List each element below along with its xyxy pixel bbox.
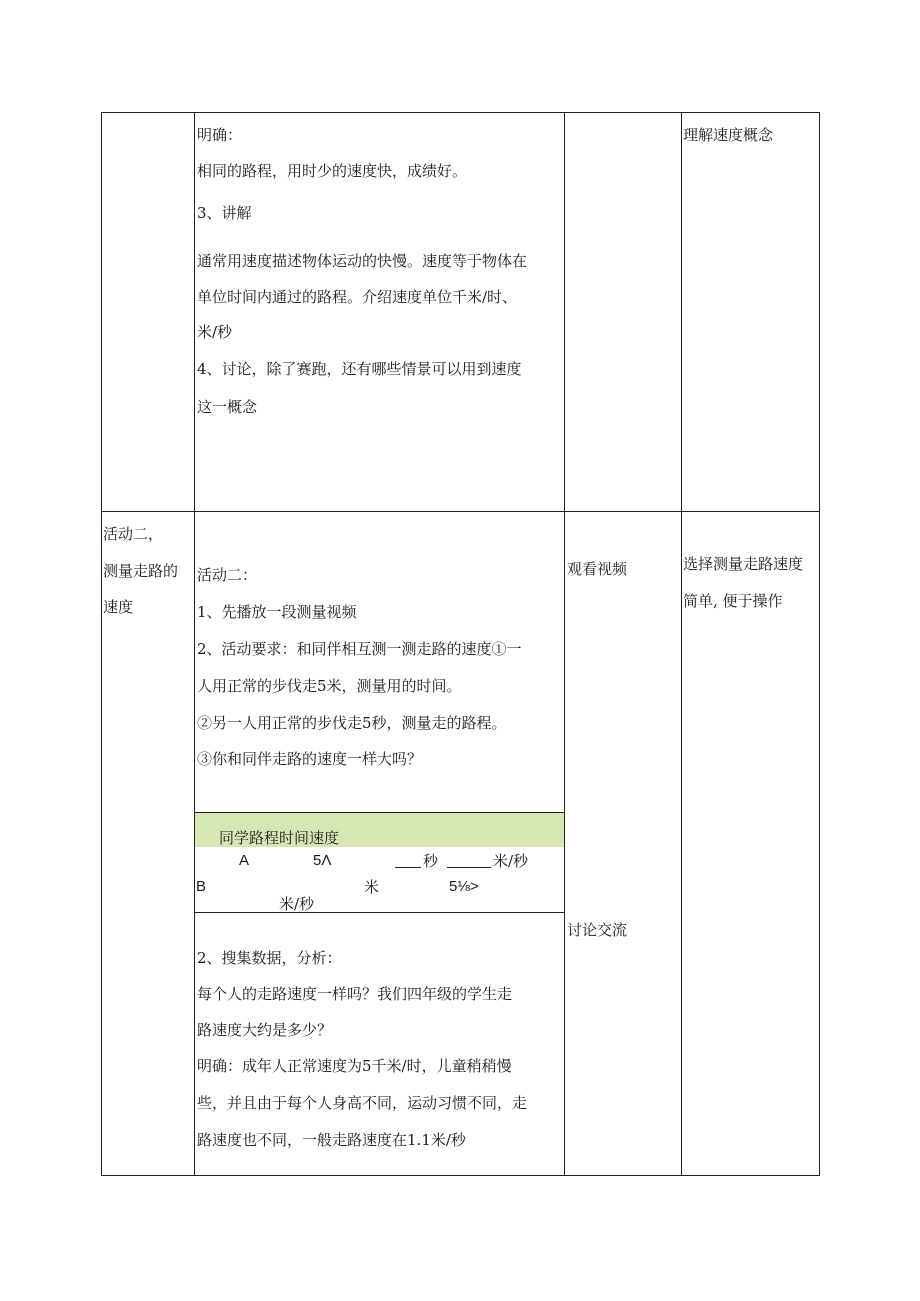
column-divider-2 <box>564 112 565 1176</box>
inner-table-bottom <box>195 912 564 913</box>
question-line-1: 每个人的走路速度一样吗？我们四年级的学生走 <box>197 985 513 1003</box>
inner-table-header: 同学路程时间速度 <box>219 829 340 847</box>
activity-name-line-2: 测量走路的 <box>103 562 179 580</box>
step-2-line-4: ③你和同伴走路的速度一样大吗？ <box>197 750 423 768</box>
answer-line-1: 明确：成年人正常速度为5千米/时，儿童稍稍慢 <box>197 1057 512 1075</box>
inner-table-top <box>195 812 564 813</box>
clarify-text: 相同的路程，用时少的速度快，成绩好。 <box>197 162 468 180</box>
row-b-name: B <box>196 878 207 895</box>
discuss-line-1: 4、讨论，除了赛跑，还有哪些情景可以用到速度 <box>197 360 522 378</box>
column-divider-1 <box>194 112 195 1176</box>
table-border-right <box>819 112 820 1176</box>
discuss-line-2: 这一概念 <box>197 398 258 416</box>
row-divider <box>101 511 820 512</box>
activity-name-line-3: 速度 <box>103 598 134 616</box>
purpose-line-1: 选择测量走路速度 <box>683 555 804 573</box>
question-line-2: 路速度大约是多少？ <box>197 1021 333 1039</box>
table-border-bottom <box>101 1175 820 1176</box>
explain-line-3: 米/秒 <box>197 323 233 341</box>
answer-line-3: 路速度也不同，一般走路速度在1.1米/秒 <box>197 1131 466 1149</box>
step-2-line-1: 2、活动要求：和同伴相互测一测走路的速度①一 <box>197 640 522 658</box>
row-a-name: A <box>239 852 250 869</box>
table-border-top <box>101 112 820 113</box>
step-3-heading: 3、讲解 <box>197 204 252 222</box>
step-2-line-3: ②另一人用正常的步伐走5秒，测量走的路程。 <box>197 714 507 732</box>
row-a-speed-unit: 米/秒 <box>493 852 529 870</box>
step-1: 1、先播放一段测量视频 <box>197 603 357 621</box>
table-border-left <box>101 112 102 1176</box>
explain-line-1: 通常用速度描述物体运动的快慢。速度等于物体在 <box>197 252 528 270</box>
row-a-speed-blank <box>447 853 491 868</box>
student-activity-discuss: 讨论交流 <box>567 921 628 939</box>
purpose-understand-speed: 理解速度概念 <box>683 126 774 144</box>
activity-2-heading: 活动二： <box>197 566 258 584</box>
clarify-label: 明确： <box>197 126 243 144</box>
explain-line-2: 单位时间内通过的路程。介绍速度单位千米/时、 <box>197 288 518 306</box>
row-b-distance-unit: 米 <box>364 878 380 896</box>
step-2-line-2: 人用正常的步伐走5米，测量用的时间。 <box>197 677 462 695</box>
row-a-time-unit: 秒 <box>423 852 439 870</box>
answer-line-2: 些，并且由于每个人身高不同，运动习惯不同，走 <box>197 1094 528 1112</box>
row-b-time: 5⅛> <box>449 878 479 895</box>
row-a-distance: 5Λ <box>313 852 332 869</box>
collect-data-heading: 2、搜集数据，分析： <box>197 949 342 967</box>
row-a-time-blank <box>395 853 421 868</box>
activity-name-line-1: 活动二， <box>103 525 164 543</box>
column-divider-3 <box>681 112 682 1176</box>
row-b-speed-unit: 米/秒 <box>279 895 315 913</box>
purpose-line-2: 简单, 便于操作 <box>683 592 783 610</box>
student-activity-watch-video: 观看视频 <box>567 560 628 578</box>
